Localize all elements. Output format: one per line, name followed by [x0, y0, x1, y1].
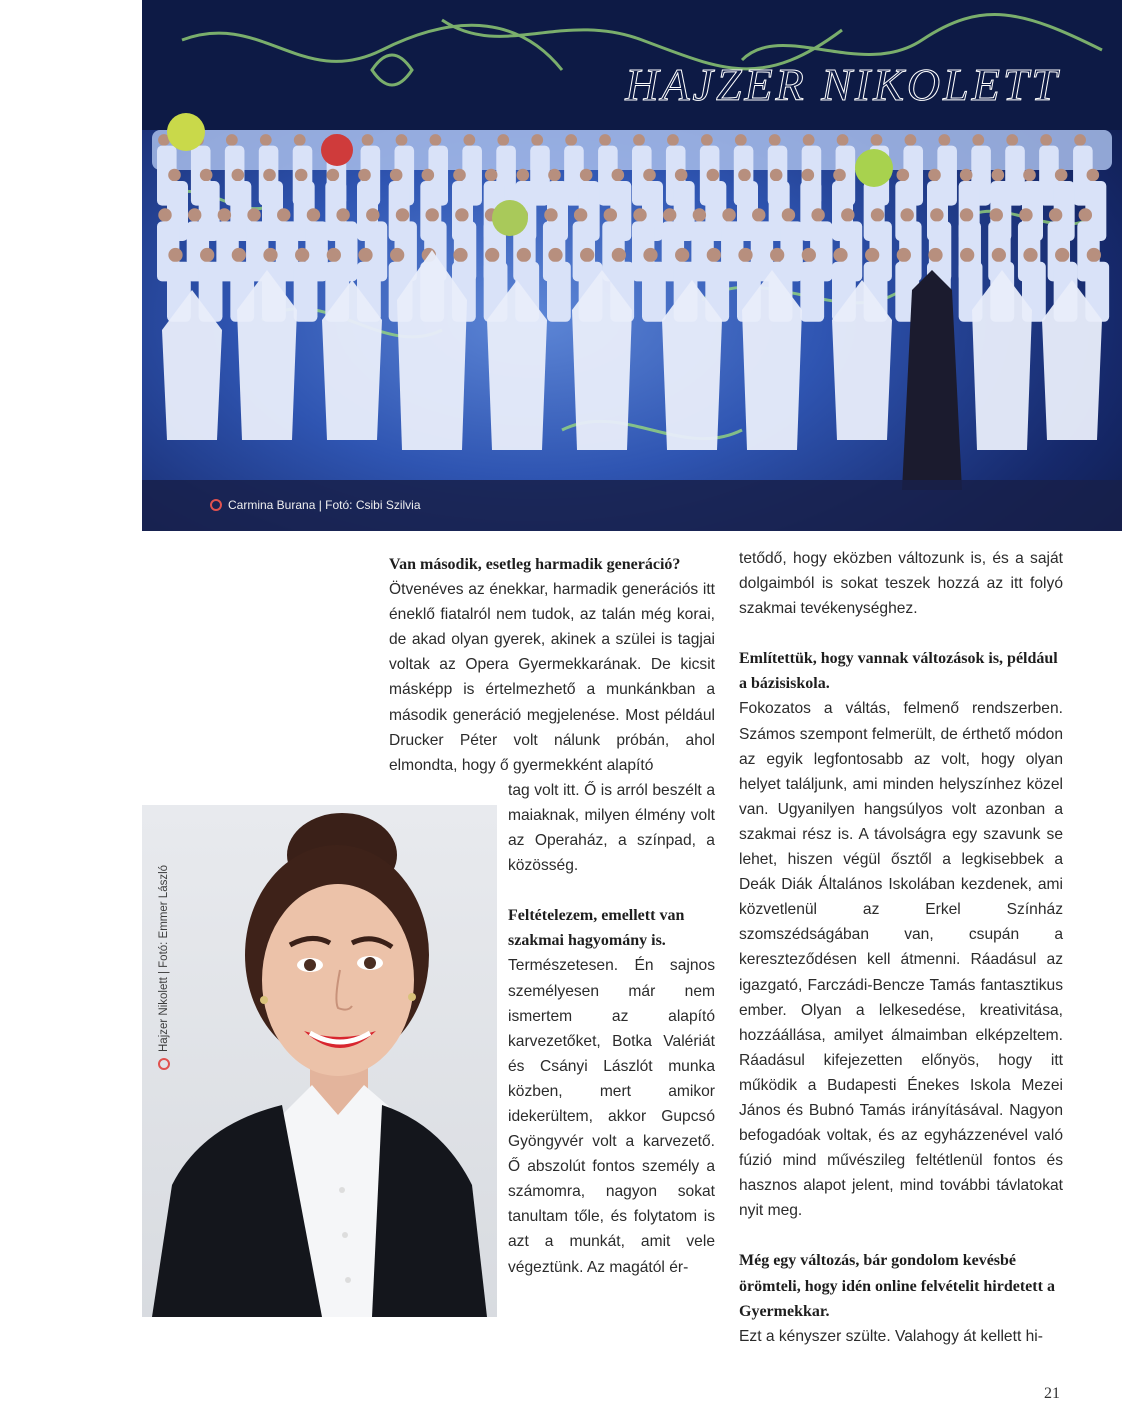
text-column-1 — [389, 552, 715, 1280]
interview-answer: Ötvenéves az énekkar, harmadik generációs itt éneklő fiatalról nem tudok, az talán még korai, de akad olyan gyerek, akinek a szülei is tagjai voltak az Opera Gyermekkarának. De kicsit másképp is értelmezhető a munkánkban a második generáció megjelenése. Most például Drucker Péter volt nálunk próbán, ahol elmondta, hogy ő gyermekként alapító — [389, 581, 715, 774]
interview-question: Említettük, hogy vannak változások is, például a bázisiskola. — [739, 650, 1058, 693]
interview-answer-continued: tag volt itt. Ő is arról beszélt a maiaknak, milyen élmény volt az Operaház, a színpad, a közösség. — [508, 781, 715, 875]
interview-answer: Fokozatos a váltás, felmenő rendszerben. Számos szempont felmerült, de érthető módon az egyik legfontosabb az volt, hogy olyan helyet találjunk, ami minden helyszínhez közel van. Ugyanilyen hangsúlyos volt azonban a szakmai rész is. A távolságra egy szavunk se lehet, hiszen végül ősztől a legkisebbek a Deák Diák Általános Iskolában kezdenek, ami közvetlenül az Erkel Színház szomszédságában van, csupán a kereszteződésen kell átmenni. Ráadásul az igazgató, Farczádi-Bencze Tamás fantasztikus ember. Olyan a lelkesedése, kreativitása, hozzáállása, amilyet álmaimban elképzeltem. Ráadásul kifejezetten előnyös, hogy itt működik a Budapesti Énekes Iskola Mezei János és Bubnó Tamás irányításával. Nagyon befogadóak voltak, és az egyházzenével való fúzió mind művészileg feltétlenül fontos és hasznos alapot jelent, mind további távlatokat nyit meg. — [739, 700, 1063, 1220]
interview-answer: Ezt a kényszer szülte. Valahogy át kellett hi- — [739, 1327, 1043, 1345]
ring-icon — [158, 1058, 170, 1070]
interview-question: Még egy változás, bár gondolom kevésbé örömteli, hogy idén online felvételit hirdetett a Gyermekkar. — [739, 1252, 1055, 1320]
photo-caption — [210, 498, 421, 512]
wrapped-text-block — [508, 778, 715, 1280]
portrait-caption — [158, 865, 170, 1070]
stage-photo — [142, 0, 1122, 531]
interview-question: Feltételezem, emellett van szakmai hagyomány is. — [508, 907, 685, 950]
article-title: HAJZER NIKOLETT — [625, 59, 1060, 110]
ring-icon — [210, 499, 222, 511]
interview-question: Van második, esetleg harmadik generáció? — [389, 556, 681, 573]
portrait-caption-text: Hajzer Nikolett | Fotó: Emmer László — [158, 864, 170, 1052]
interview-answer-continued: tetődő, hogy eközben változunk is, és a saját dolgaimból is sokat teszek hozzá az itt folyó szakmai tevékenységhez. — [739, 550, 1063, 618]
interview-answer: Természetesen. Én sajnos személyesen már nem ismertem az alapító karvezetőket, Botka Valériát és Csányi Lászlót munka közben, mert amikor idekerültem, akkor Gupcsó Gyöngyvér volt a karvezető. Ő abszolút fontos személy a számomra, nagyon sokat tanultam tőle, és folytatom is azt a munkát, amit vele végeztünk. Az magától ér- — [508, 957, 715, 1276]
photo-caption-text: Carmina Burana | Fotó: Csibi Szilvia — [228, 498, 421, 512]
text-column-2 — [739, 546, 1063, 1349]
page-number: 21 — [1044, 1385, 1060, 1402]
